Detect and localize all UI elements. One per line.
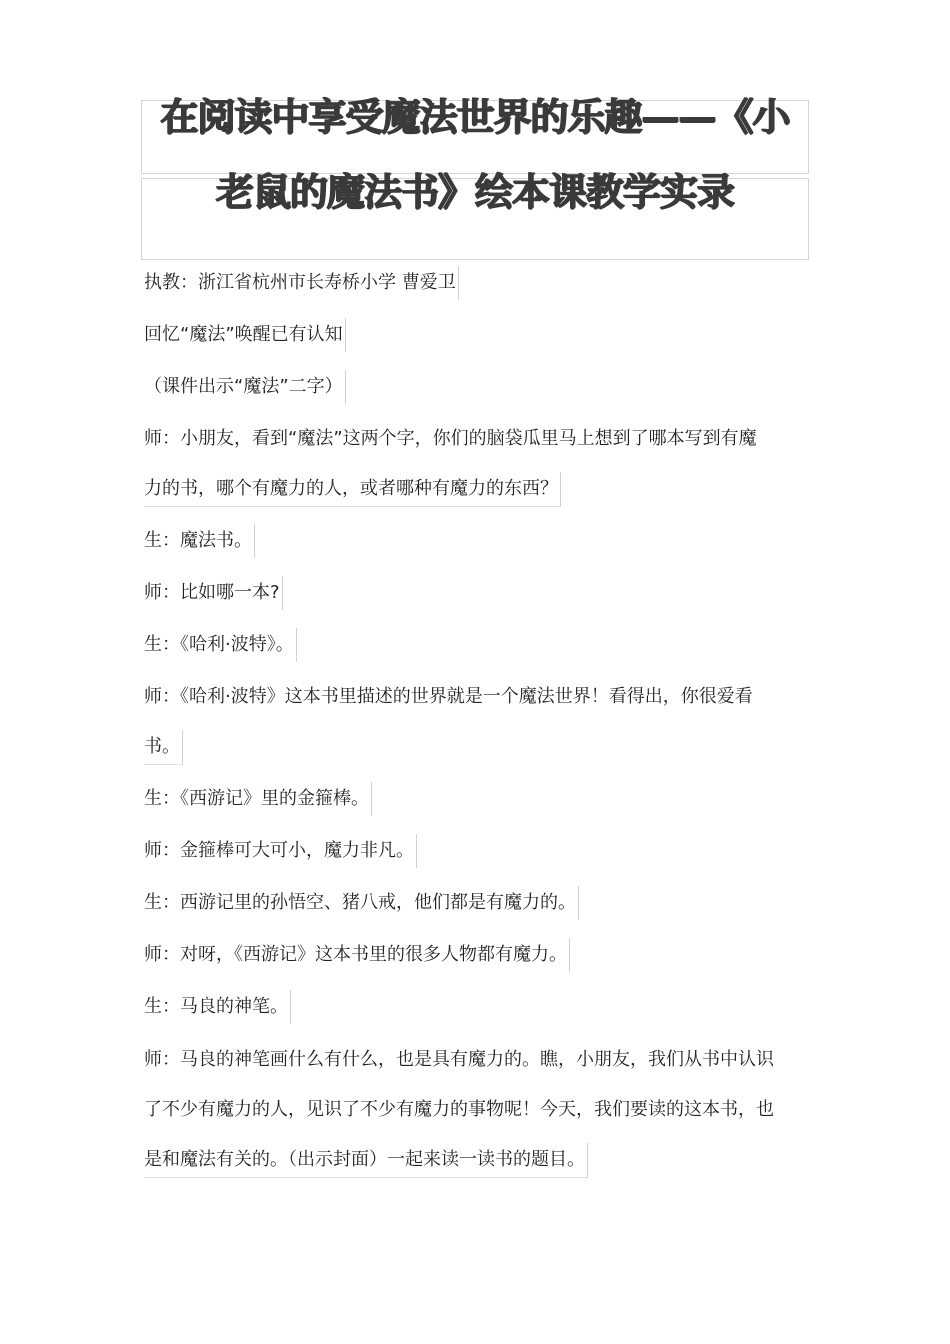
paragraph-line: 是和魔法有关的。（出示封面）一起来读一读书的题目。 bbox=[144, 1143, 588, 1178]
author-line: 执教：浙江省杭州市长寿桥小学 曹爱卫 bbox=[144, 266, 459, 300]
paragraph-line: 生：《哈利·波特》。 bbox=[144, 628, 297, 662]
paragraph-line: 师：比如哪一本? bbox=[144, 576, 283, 610]
document-title-line-1: 在阅读中享受魔法世界的乐趣——《小 bbox=[160, 95, 790, 139]
document-title-line-2: 老鼠的魔法书》绘本课教学实录 bbox=[215, 170, 734, 214]
paragraph-line: 师：马良的神笔画什么有什么，也是具有魔力的。瞧，小朋友，我们从书中认识 bbox=[144, 1049, 774, 1070]
paragraph-line: 师：对呀，《西游记》这本书里的很多人物都有魔力。 bbox=[144, 938, 570, 972]
paragraph-line: 生：魔法书。 bbox=[144, 524, 255, 558]
paragraph-line: 师：金箍棒可大可小，魔力非凡。 bbox=[144, 834, 417, 868]
paragraph-line: 了不少有魔力的人，见识了不少有魔力的事物呢！今天，我们要读的这本书，也 bbox=[144, 1099, 774, 1120]
paragraph-line: 师：《哈利·波特》这本书里描述的世界就是一个魔法世界！看得出，你很爱看 bbox=[144, 686, 753, 707]
paragraph-line: 书。 bbox=[144, 730, 183, 765]
paragraph-line: （课件出示“魔法”二字） bbox=[144, 370, 346, 404]
paragraph-line: 生：马良的神笔。 bbox=[144, 990, 291, 1024]
section-heading: 回忆“魔法”唤醒已有认知 bbox=[144, 318, 346, 352]
paragraph-line: 生：《西游记》里的金箍棒。 bbox=[144, 782, 372, 816]
paragraph-line: 力的书，哪个有魔力的人，或者哪种有魔力的东西？ bbox=[144, 472, 561, 507]
paragraph-line: 师：小朋友，看到“魔法”这两个字，你们的脑袋瓜里马上想到了哪本写到有魔 bbox=[144, 428, 757, 449]
paragraph-line: 生：西游记里的孙悟空、猪八戒，他们都是有魔力的。 bbox=[144, 886, 579, 920]
